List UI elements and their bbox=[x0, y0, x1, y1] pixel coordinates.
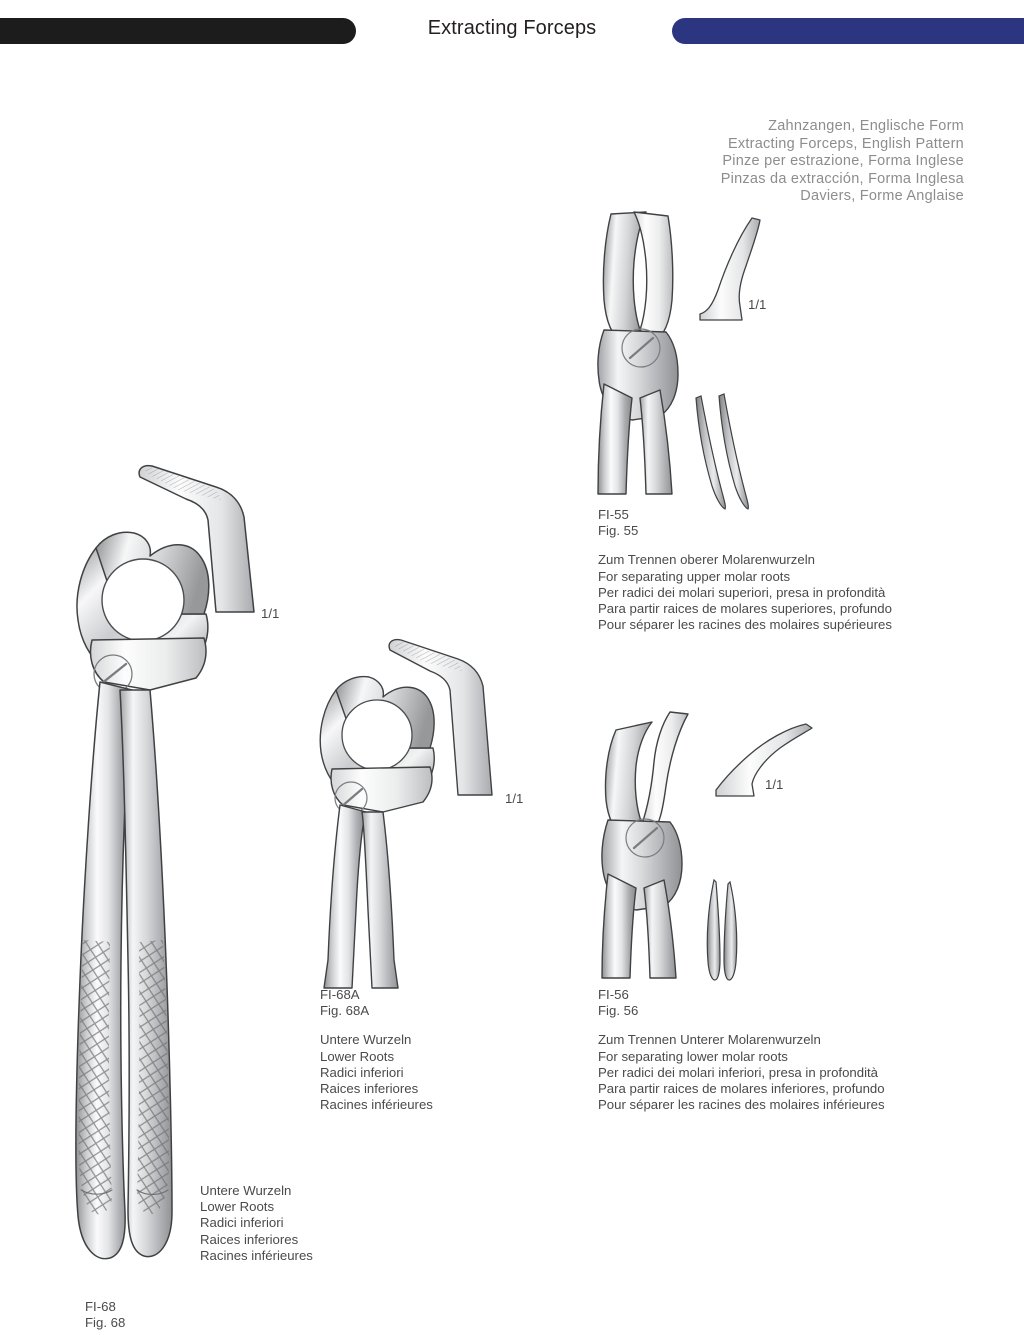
caption-fi68a-code: FI-68A bbox=[320, 987, 360, 1002]
caption-fi56-it: Per radici dei molari inferiori, presa in profondità bbox=[598, 1064, 878, 1080]
caption-fi55-it: Per radici dei molari superiori, presa in profondità bbox=[598, 584, 886, 600]
caption-fi68-fig: Fig. 68 bbox=[85, 1315, 126, 1331]
scale-label-fi56: 1/1 bbox=[765, 777, 784, 792]
caption-fi68a-es: Raices inferiores bbox=[320, 1081, 419, 1097]
caption-fi68-it: Radici inferiori bbox=[200, 1215, 284, 1231]
caption-fi55-fig: Fig. 55 bbox=[598, 523, 639, 539]
caption-fi68-de: Untere Wurzeln bbox=[200, 1183, 292, 1198]
page-title: Extracting Forceps bbox=[427, 17, 597, 39]
heading-it: Pinze per estrazione, Forma Inglese bbox=[722, 153, 964, 170]
scale-label-fi68: 1/1 bbox=[261, 606, 280, 621]
caption-fi56 bbox=[598, 987, 885, 1113]
caption-fi68-en: Lower Roots bbox=[200, 1199, 275, 1215]
heading-en: Extracting Forceps, English Pattern bbox=[727, 135, 964, 152]
caption-fi56-de: Zum Trennen Unterer Molarenwurzeln bbox=[598, 1032, 821, 1048]
caption-fi68a-de: Untere Wurzeln bbox=[320, 1032, 412, 1048]
illustration-fi68a bbox=[320, 677, 434, 988]
caption-fi56-code: FI-56 bbox=[598, 987, 629, 1002]
caption-fi55-code: FI-55 bbox=[598, 507, 629, 522]
caption-fi68a-en: Lower Roots bbox=[320, 1048, 395, 1064]
illustration-fi56-blade-inset bbox=[707, 880, 737, 980]
caption-fi56-fr: Pour séparer les racines des molaires inférieures bbox=[598, 1097, 885, 1113]
scale-label-fi55: 1/1 bbox=[748, 297, 767, 312]
caption-fi68-description bbox=[200, 1183, 313, 1264]
caption-fi68-es: Raices inferiores bbox=[200, 1231, 299, 1247]
caption-fi56-es: Para partir raices de molares inferiores, profundo bbox=[598, 1081, 885, 1097]
caption-fi55-en: For separating upper molar roots bbox=[598, 568, 791, 584]
caption-fi68-code: FI-68 bbox=[85, 1299, 116, 1314]
caption-fi68a bbox=[320, 987, 433, 1113]
heading-es: Pinzas da extracción, Forma Inglesa bbox=[720, 170, 964, 187]
caption-fi56-fig: Fig. 56 bbox=[598, 1003, 639, 1019]
illustration-fi55 bbox=[598, 212, 678, 494]
heading-de: Zahnzangen, Englische Form bbox=[768, 118, 964, 134]
illustration-fi55-blades-inset bbox=[696, 394, 748, 509]
caption-fi68a-it: Radici inferiori bbox=[320, 1064, 404, 1080]
caption-fi55-fr: Pour séparer les racines des molaires supérieures bbox=[598, 617, 892, 633]
caption-fi68-fr: Racines inférieures bbox=[200, 1247, 313, 1263]
caption-fi56-en: For separating lower molar roots bbox=[598, 1048, 788, 1064]
scale-label-fi68a: 1/1 bbox=[505, 791, 524, 806]
caption-fi68a-fig: Fig. 68A bbox=[320, 1003, 370, 1019]
illustration-fi56-tip-inset bbox=[716, 724, 812, 796]
caption-fi55-de: Zum Trennen oberer Molarenwurzeln bbox=[598, 552, 815, 568]
illustration-fi68 bbox=[76, 532, 209, 1258]
illustration-fi56 bbox=[602, 712, 688, 978]
caption-fi68-code-block bbox=[85, 1299, 125, 1331]
heading-fr: Daviers, Forme Anglaise bbox=[800, 188, 964, 205]
caption-fi68a-fr: Racines inférieures bbox=[320, 1097, 433, 1113]
caption-fi55 bbox=[598, 507, 892, 633]
caption-fi55-es: Para partir raices de molares superiores, profundo bbox=[598, 601, 892, 617]
